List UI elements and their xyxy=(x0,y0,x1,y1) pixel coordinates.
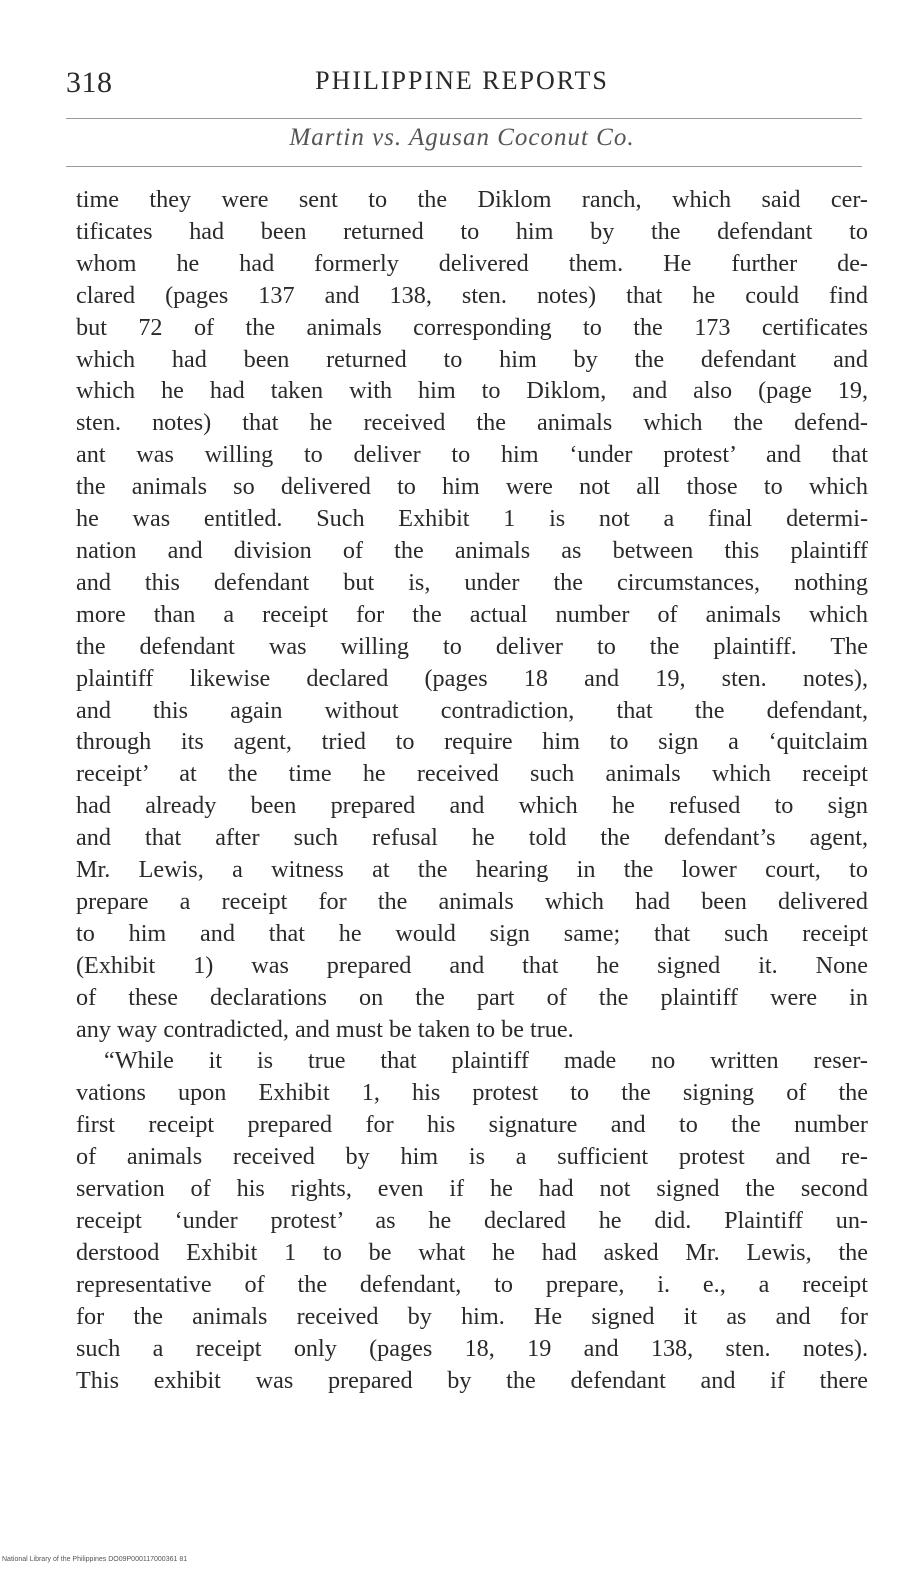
text-line: for the animals received by him. He signed it as and for xyxy=(76,1302,868,1330)
text-line: servation of his rights, even if he had not signed the second xyxy=(76,1175,868,1203)
body-text xyxy=(76,184,868,1396)
text-line: he was entitled. Such Exhibit 1 is not a final determi- xyxy=(76,505,868,533)
text-line: any way contradicted, and must be taken to be true. xyxy=(76,1015,574,1043)
text-line: of these declarations on the part of the plaintiff were in xyxy=(76,983,868,1011)
text-line: prepare a receipt for the animals which had been delivered xyxy=(76,887,868,915)
footer-credit: National Library of the Philippines DO09P000117000361 81 xyxy=(2,1556,188,1563)
text-line: first receipt prepared for his signature and to the number xyxy=(76,1111,868,1139)
text-line: sten. notes) that he received the animals which the defend- xyxy=(76,409,868,437)
text-line: receipt ‘under protest’ as he declared he did. Plaintiff un- xyxy=(76,1207,868,1234)
text-line: derstood Exhibit 1 to be what he had asked Mr. Lewis, the xyxy=(76,1238,868,1266)
page-number: 318 xyxy=(66,66,113,99)
text-line: and that after such refusal he told the defendant’s agent, xyxy=(76,824,868,852)
text-line: and this defendant but is, under the circumstances, nothing xyxy=(76,568,868,596)
text-line: of animals received by him is a sufficient protest and re- xyxy=(76,1143,868,1171)
text-line: had already been prepared and which he refused to sign xyxy=(76,792,868,820)
text-line: representative of the defendant, to prepare, i. e., a receipt xyxy=(76,1270,868,1298)
text-line: clared (pages 137 and 138, sten. notes) that he could find xyxy=(76,281,868,309)
header-rule-bottom xyxy=(66,166,862,167)
text-line: through its agent, tried to require him to sign a ‘quitclaim xyxy=(76,728,868,756)
text-line: which he had taken with him to Diklom, and also (page 19, xyxy=(76,377,868,405)
text-line: more than a receipt for the actual number of animals which xyxy=(76,600,868,628)
text-line: This exhibit was prepared by the defendant and if there xyxy=(76,1366,868,1394)
text-line: to him and that he would sign same; that such receipt xyxy=(76,919,868,947)
text-line: nation and division of the animals as between this plaintiff xyxy=(76,536,868,564)
text-line: but 72 of the animals corresponding to the 173 certificates xyxy=(76,313,868,341)
text-line: whom he had formerly delivered them. He further de- xyxy=(76,249,868,277)
text-line: such a receipt only (pages 18, 19 and 138, sten. notes). xyxy=(76,1334,868,1362)
running-title: PHILIPPINE REPORTS xyxy=(315,66,609,95)
header-rule-top xyxy=(66,118,862,119)
text-line: time they were sent to the Diklom ranch, which said cer- xyxy=(76,186,868,213)
text-line: tificates had been returned to him by the defendant to xyxy=(76,217,868,245)
text-line: the defendant was willing to deliver to the plaintiff. The xyxy=(76,632,868,660)
text-line: vations upon Exhibit 1, his protest to the signing of the xyxy=(76,1079,868,1107)
text-line: ant was willing to deliver to him ‘under protest’ and that xyxy=(76,441,868,469)
text-line: “While it is true that plaintiff made no written reser- xyxy=(104,1047,868,1075)
text-line: and this again without contradiction, that the defendant, xyxy=(76,696,868,724)
text-line: the animals so delivered to him were not all those to which xyxy=(76,473,868,501)
case-title: Martin vs. Agusan Coconut Co. xyxy=(289,124,635,151)
text-line: (Exhibit 1) was prepared and that he signed it. None xyxy=(76,951,868,979)
text-line: receipt’ at the time he received such animals which receipt xyxy=(76,760,868,788)
text-line: plaintiff likewise declared (pages 18 and 19, sten. notes), xyxy=(76,664,868,692)
text-line: which had been returned to him by the defendant and xyxy=(76,345,868,373)
text-line: Mr. Lewis, a witness at the hearing in the lower court, to xyxy=(76,856,868,884)
